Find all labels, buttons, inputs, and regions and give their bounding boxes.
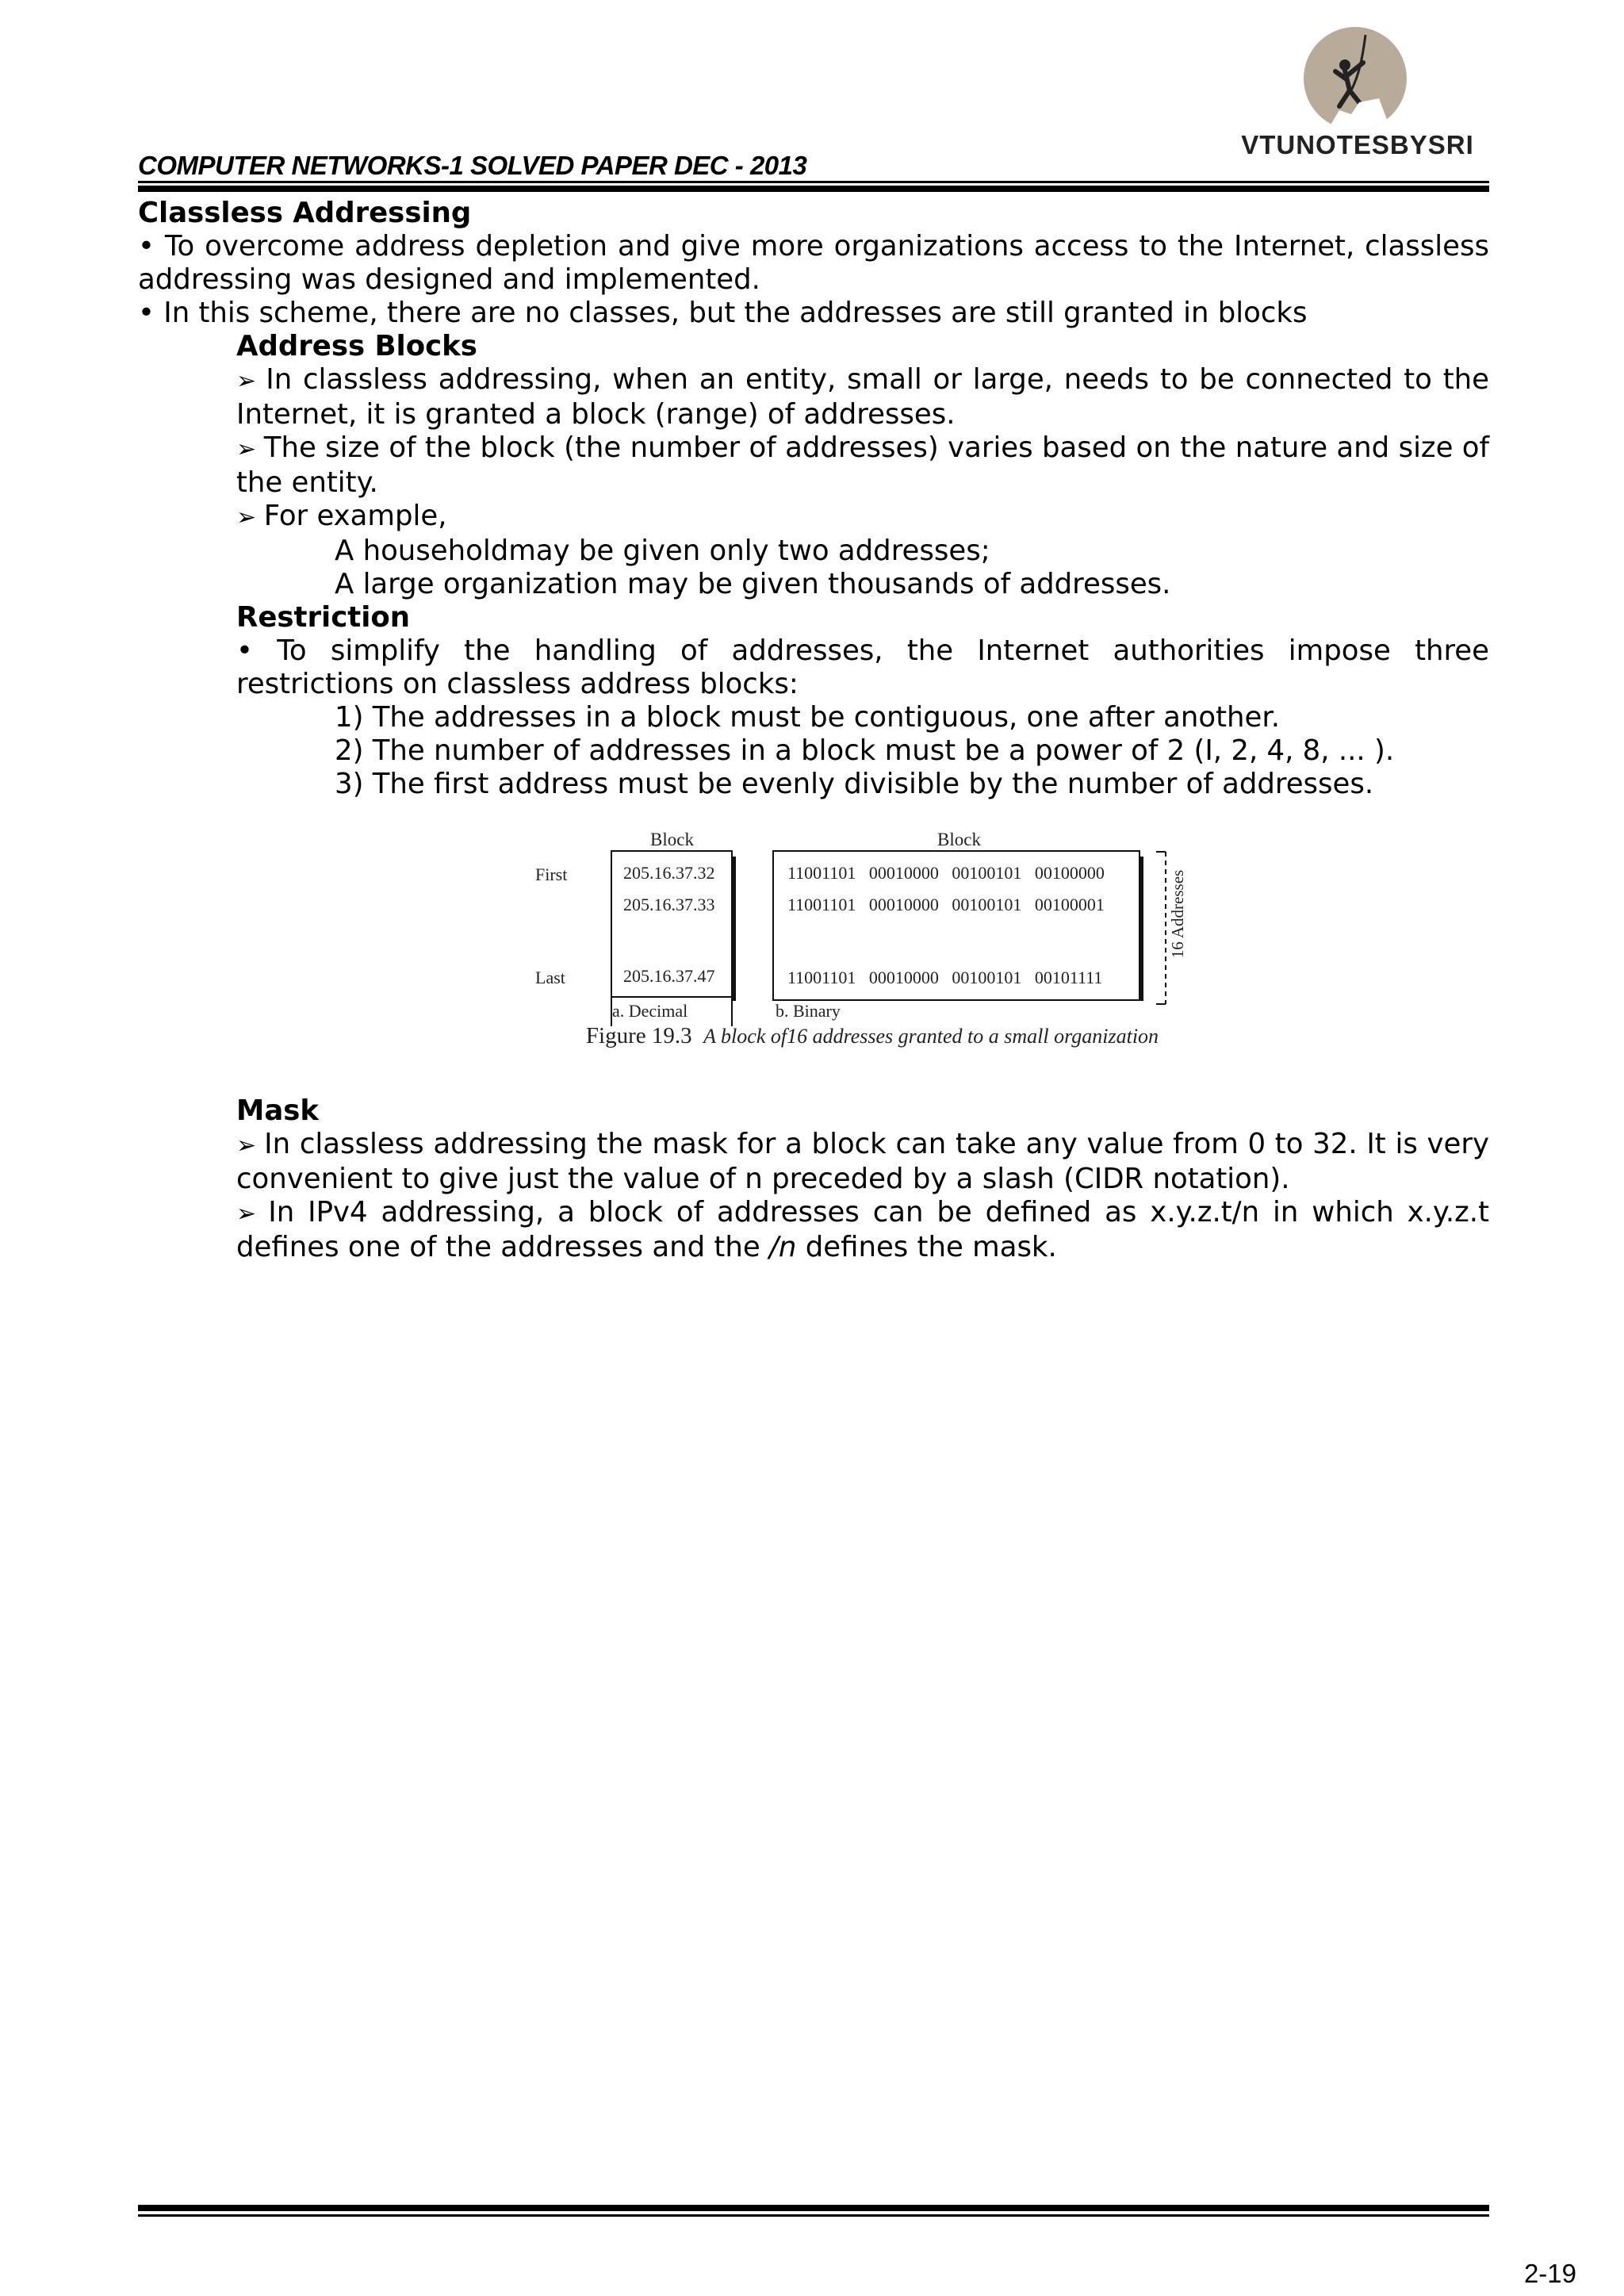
- subheading-restriction: Restriction: [236, 601, 411, 634]
- binary-caption: b. Binary: [776, 1001, 841, 1021]
- last-label: Last: [535, 968, 565, 987]
- example-line: A large organization may be given thousands of addresses.: [335, 568, 1171, 600]
- section-heading: Classless Addressing: [138, 197, 472, 229]
- example-line: A householdmay be given only two addresses;: [335, 535, 990, 567]
- site-logo: [1239, 27, 1477, 162]
- figure-address-block: [515, 825, 1229, 1063]
- binary-box-shadow: [1139, 857, 1143, 1001]
- binary-address: 11001101 00010000 00100101 00100001: [787, 895, 1105, 914]
- decimal-caption: a. Decimal: [612, 1001, 688, 1021]
- arrow-bullet-icon: ➢: [236, 1200, 269, 1228]
- bullet-paragraph: • To overcome address depletion and give more organizations access to the Internet, classless addressing was designed and implemented.: [138, 230, 1489, 296]
- restriction-item: 3) The first address must be evenly divisible by the number of addresses.: [335, 768, 1374, 800]
- page-title: COMPUTER NETWORKS-1 SOLVED PAPER DEC - 2013: [138, 151, 807, 180]
- footer-rule: [138, 2214, 1489, 2217]
- footer-rule-thick: [138, 2205, 1489, 2211]
- bullet-paragraph: • In this scheme, there are no classes, but the addresses are still granted in blocks: [138, 297, 1308, 329]
- decimal-address: 205.16.37.33: [623, 895, 715, 914]
- restriction-item: 1) The addresses in a block must be contiguous, one after another.: [335, 701, 1281, 734]
- climber-logo-icon: [1304, 27, 1407, 130]
- first-label: First: [535, 864, 568, 884]
- subheading-address-blocks: Address Blocks: [236, 330, 477, 362]
- page-number: 2-19: [1523, 2259, 1576, 2288]
- binary-address: 11001101 00010000 00100101 00101111: [787, 968, 1103, 987]
- decimal-box-shadow: [731, 857, 736, 1001]
- header-rule: [138, 181, 1489, 183]
- arrow-bullet-icon: ➢: [236, 435, 264, 463]
- subheading-mask: Mask: [236, 1094, 320, 1127]
- decimal-block-label: Block: [650, 830, 694, 849]
- figure-caption-text: A block of16 addresses granted to a small organization: [703, 1025, 1159, 1048]
- decimal-address: 205.16.37.32: [623, 863, 715, 883]
- arrow-bullet-icon: ➢: [236, 504, 264, 531]
- arrow-point: ➢ In classless addressing, when an entity, small or large, needs to be connected to the Internet, it is granted a block (range) of addresses.: [236, 363, 1489, 431]
- document-body: [138, 197, 1489, 1264]
- addresses-count-label: 16 Addresses: [1168, 869, 1188, 959]
- arrow-point: ➢ For example,: [236, 500, 447, 532]
- arrow-point: ➢ In classless addressing the mask for a block can take any value from 0 to 32. It is very convenient to give just the value of n preceded by a slash (CIDR notation).: [236, 1128, 1489, 1195]
- logo-text: VTUNOTESBYSRI: [1241, 130, 1474, 159]
- arrow-point: ➢ The size of the block (the number of addresses) varies based on the nature and size of the entity.: [236, 431, 1489, 499]
- binary-block-label: Block: [937, 830, 981, 849]
- binary-address: 11001101 00010000 00100101 00100000: [787, 863, 1105, 883]
- figure-number: Figure 19.3: [585, 1023, 692, 1048]
- header-rule-thick: [138, 186, 1489, 192]
- restriction-item: 2) The number of addresses in a block must be a power of 2 (I, 2, 4, 8, ... ).: [335, 734, 1395, 767]
- arrow-bullet-icon: ➢: [236, 1132, 265, 1159]
- arrow-point: ➢ In IPv4 addressing, a block of addresses can be defined as x.y.z.t/n in which x.y.z.t defines one of the addresses and the /n defines the mask.: [236, 1196, 1489, 1263]
- arrow-bullet-icon: ➢: [236, 367, 266, 395]
- decimal-address: 205.16.37.47: [623, 966, 715, 986]
- decimal-box-bottom: [611, 996, 733, 998]
- bullet-paragraph: • To simplify the handling of addresses, the Internet authorities impose three restrictions on classless address blocks:: [236, 634, 1489, 700]
- figure-caption: [515, 1023, 1229, 1049]
